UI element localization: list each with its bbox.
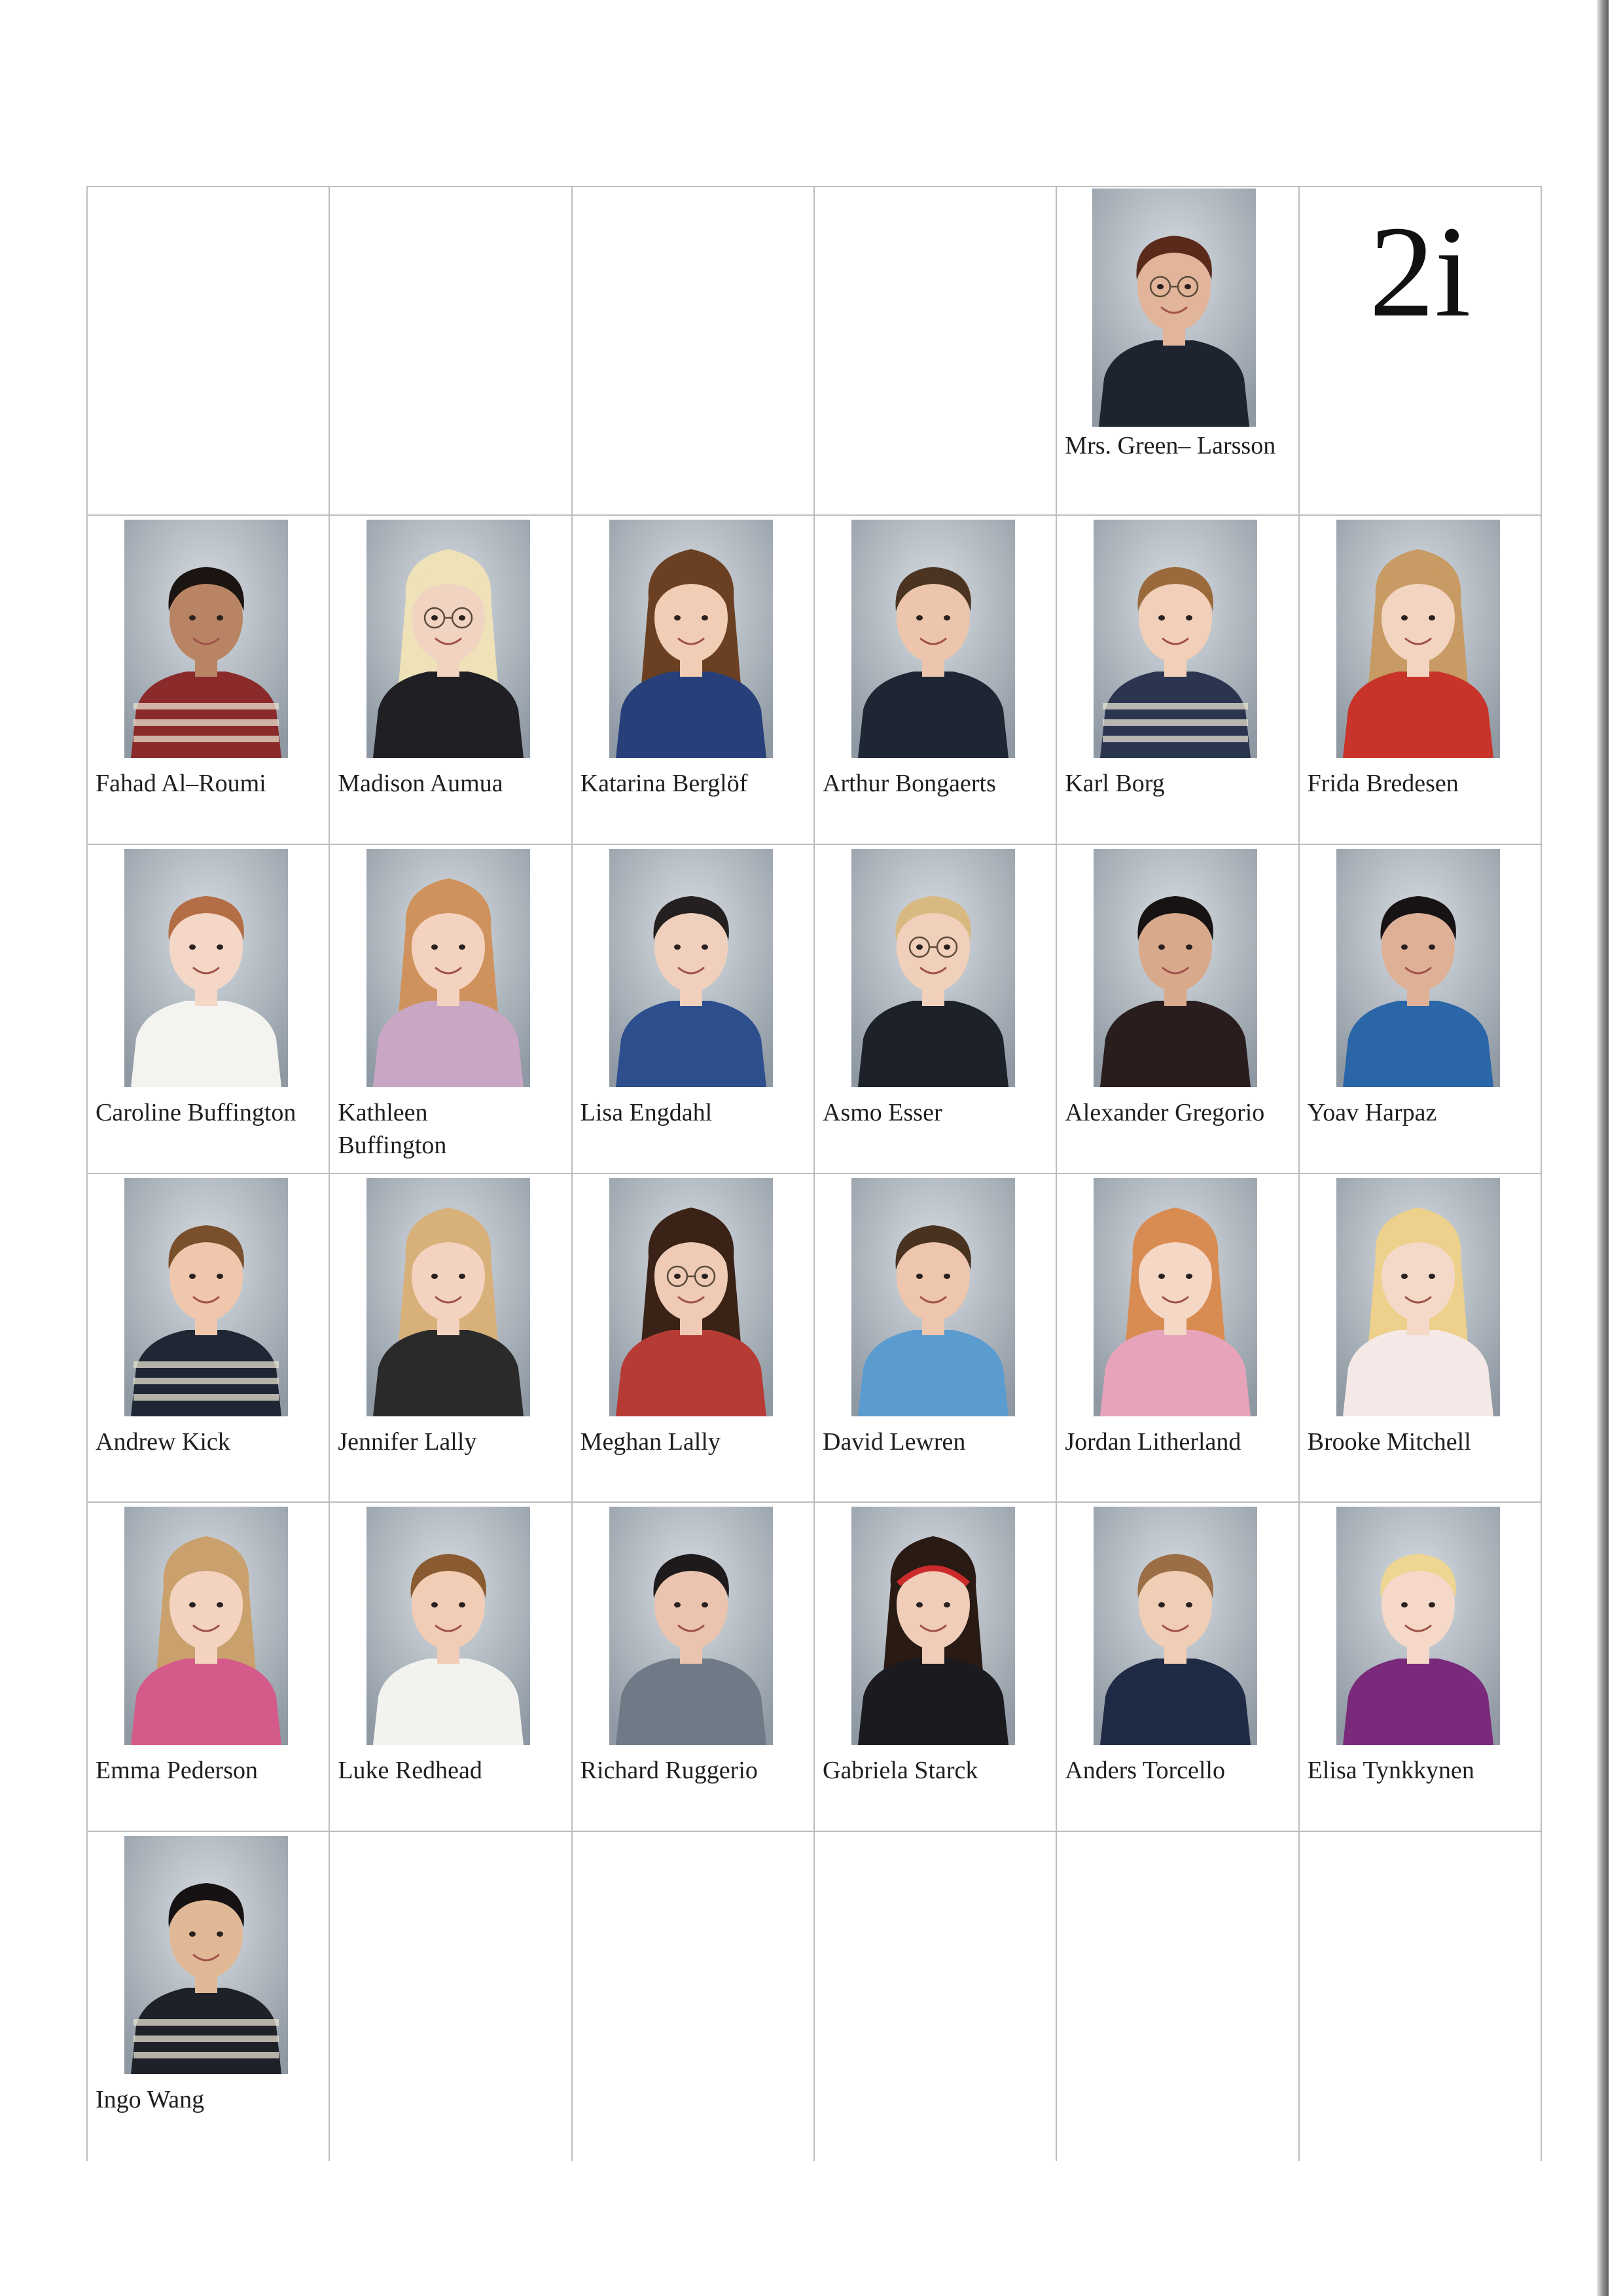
student-name: Gabriela Starck: [823, 1757, 978, 1785]
student-card: [573, 1503, 815, 1832]
student-card: [815, 516, 1057, 845]
student-portrait: [609, 849, 773, 1087]
student-card: [88, 1832, 330, 2161]
portrait-illustration: [609, 520, 773, 758]
empty-cell: [573, 187, 815, 516]
portrait-illustration: [851, 1178, 1015, 1416]
student-portrait: [124, 849, 288, 1087]
portrait-illustration: [124, 849, 288, 1087]
teacher-name: Mrs. Green– Larsson: [1065, 432, 1276, 459]
student-card: [815, 1174, 1057, 1503]
portrait-illustration: [1336, 520, 1500, 758]
portrait-illustration: [124, 1836, 288, 2074]
student-name: Meghan Lally: [580, 1427, 721, 1456]
portrait-illustration: [124, 1178, 288, 1416]
student-name: Jennifer Lally: [338, 1427, 477, 1456]
portrait-illustration: [1094, 520, 1257, 758]
student-card: [330, 845, 572, 1174]
empty-cell: [88, 187, 330, 516]
portrait-illustration: [366, 1178, 530, 1416]
student-portrait: [1336, 520, 1500, 758]
portrait-illustration: [609, 849, 773, 1087]
student-card: [573, 1174, 815, 1503]
student-portrait: [1336, 1178, 1500, 1416]
student-portrait: [1336, 849, 1500, 1087]
portrait-illustration: [124, 1507, 288, 1745]
student-name: Fahad Al–Roumi: [96, 770, 266, 797]
student-card: [88, 1503, 330, 1832]
student-portrait: [1094, 1178, 1257, 1416]
student-name: Emma Pederson: [96, 1757, 259, 1785]
student-portrait: [851, 849, 1015, 1087]
student-name: Madison Aumua: [338, 770, 503, 797]
student-portrait: [124, 1507, 288, 1745]
binding-edge: [1597, 0, 1609, 2296]
student-card: [88, 1174, 330, 1503]
student-portrait: [609, 1507, 773, 1745]
student-card: [1300, 845, 1542, 1174]
student-card: [1057, 1503, 1299, 1832]
portrait-illustration: [366, 1507, 530, 1745]
student-portrait: [851, 1507, 1015, 1745]
student-card: [88, 516, 330, 845]
student-name: Caroline Buffington: [96, 1098, 296, 1126]
portrait-illustration: [851, 849, 1015, 1087]
student-portrait: [366, 520, 530, 758]
student-name: Ingo Wang: [96, 2086, 205, 2114]
student-name: Alexander Gregorio: [1065, 1098, 1265, 1126]
student-card: [573, 516, 815, 845]
portrait-illustration: [124, 520, 288, 758]
student-portrait: [609, 520, 773, 758]
page-margin: [1609, 0, 1623, 2296]
student-card: [330, 1503, 572, 1832]
student-portrait: [366, 849, 530, 1087]
student-portrait: [124, 520, 288, 758]
student-card: [1300, 1503, 1542, 1832]
portrait-illustration: [1336, 1178, 1500, 1416]
student-name: Brooke Mitchell: [1307, 1427, 1471, 1456]
class-label-cell: [1300, 187, 1542, 516]
student-card: [1057, 1174, 1299, 1503]
student-portrait: [1094, 520, 1257, 758]
student-portrait: [851, 1178, 1015, 1416]
empty-cell: [573, 1832, 815, 2161]
student-card: [1300, 1174, 1542, 1503]
student-portrait: [1094, 849, 1257, 1087]
empty-cell: [815, 1832, 1057, 2161]
student-portrait: [124, 1178, 288, 1416]
portrait-illustration: [609, 1178, 773, 1416]
teacher-portrait: [1092, 188, 1256, 427]
portrait-illustration: [1336, 849, 1500, 1087]
student-name: Frida Bredesen: [1307, 770, 1459, 797]
student-card: [573, 845, 815, 1174]
class-label: 2i: [1369, 200, 1471, 344]
student-name: Richard Ruggerio: [580, 1757, 758, 1785]
portrait-illustration: [1094, 1178, 1257, 1416]
student-portrait: [1094, 1507, 1257, 1745]
student-name: Elisa Tynkkynen: [1307, 1757, 1474, 1785]
student-portrait: [366, 1507, 530, 1745]
student-name: Katarina Berglöf: [580, 770, 748, 797]
empty-cell: [1057, 1832, 1299, 2161]
empty-cell: [815, 187, 1057, 516]
student-name: Lisa Engdahl: [580, 1098, 713, 1126]
portrait-illustration: [609, 1507, 773, 1745]
empty-cell: [330, 187, 572, 516]
portrait-illustration: [1336, 1507, 1500, 1745]
portrait-illustration: [1094, 1507, 1257, 1745]
student-name: Andrew Kick: [96, 1427, 230, 1456]
portrait-illustration: [366, 520, 530, 758]
student-card: [330, 516, 572, 845]
portrait-illustration: [366, 849, 530, 1087]
student-portrait: [609, 1178, 773, 1416]
teacher-card: [1057, 187, 1299, 516]
portrait-illustration: [1092, 188, 1256, 427]
student-name: David Lewren: [823, 1427, 966, 1456]
student-card: [815, 1503, 1057, 1832]
student-portrait: [366, 1178, 530, 1416]
student-portrait: [851, 520, 1015, 758]
student-name: Karl Borg: [1065, 770, 1165, 797]
student-portrait: [1336, 1507, 1500, 1745]
empty-cell: [330, 1832, 572, 2161]
student-name: Yoav Harpaz: [1307, 1098, 1437, 1126]
student-card: [1300, 516, 1542, 845]
student-card: [815, 845, 1057, 1174]
student-name: Kathleen Buffington: [338, 1098, 447, 1159]
portrait-illustration: [851, 520, 1015, 758]
portrait-illustration: [851, 1507, 1015, 1745]
student-portrait: [124, 1836, 288, 2074]
student-name: Anders Torcello: [1065, 1757, 1225, 1785]
empty-cell: [1300, 1832, 1542, 2161]
student-name: Asmo Esser: [823, 1098, 942, 1126]
student-card: [1057, 516, 1299, 845]
student-name: Jordan Litherland: [1065, 1427, 1241, 1456]
class-photo-grid: [86, 186, 1542, 2161]
student-name: Arthur Bongaerts: [823, 770, 996, 797]
student-name: Luke Redhead: [338, 1757, 482, 1785]
student-card: [330, 1174, 572, 1503]
student-card: [1057, 845, 1299, 1174]
portrait-illustration: [1094, 849, 1257, 1087]
student-card: [88, 845, 330, 1174]
